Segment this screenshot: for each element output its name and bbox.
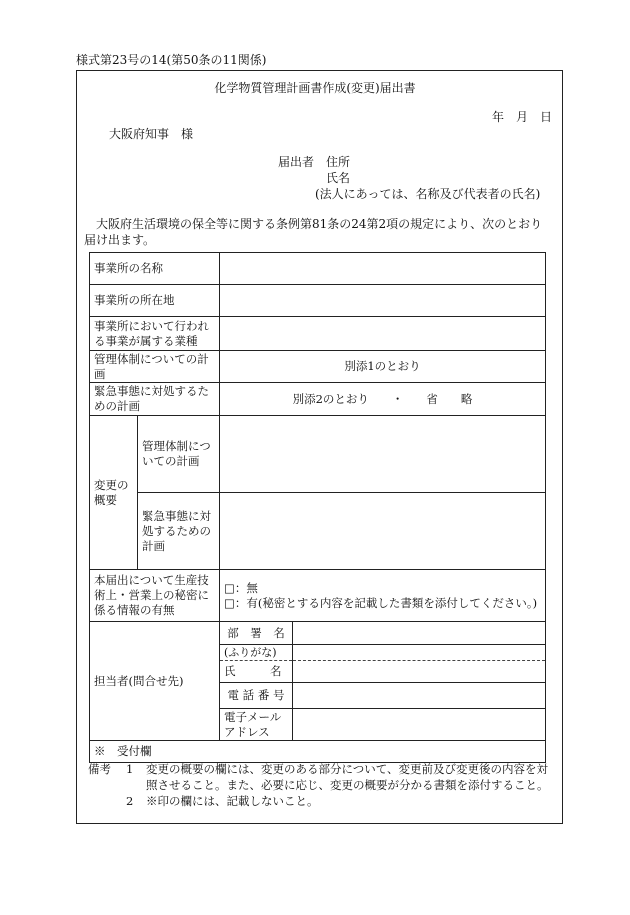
change-emergency-label: 緊急事態に対処するための計画 bbox=[138, 493, 220, 570]
note-text: 変更の概要の欄には、変更のある部分について、変更前及び変更後の内容を対照させること。また、必要に応じ、変更の概要が分かる書類を添付すること。 bbox=[146, 762, 549, 792]
office-name-label: 事業所の名称 bbox=[90, 253, 220, 285]
notification-table bbox=[89, 252, 546, 763]
department-field[interactable] bbox=[293, 622, 546, 645]
management-plan-label: 管理体制についての計画 bbox=[90, 351, 220, 383]
furigana-label: (ふりがな) bbox=[220, 645, 293, 661]
addressee: 大阪府知事 様 bbox=[109, 127, 194, 141]
intro-text: 大阪府生活環境の保全等に関する条例第81条の24第2項の規定により、次のとおり届け出ます。 bbox=[84, 217, 543, 247]
change-management-label: 管理体制についての計画 bbox=[138, 416, 220, 493]
form-code: 様式第23号の14(第50条の11関係) bbox=[76, 53, 267, 67]
department-label: 部 署 名 bbox=[220, 622, 293, 645]
office-location-label: 事業所の所在地 bbox=[90, 285, 220, 317]
form-title: 化学物質管理計画書作成(変更)届出書 bbox=[214, 81, 416, 95]
applicant-name-label: 氏名 bbox=[326, 171, 351, 185]
person-name-label: 氏 名 bbox=[220, 661, 293, 683]
email-label: 電子メール アドレス bbox=[220, 709, 293, 741]
note-item bbox=[88, 793, 558, 809]
change-emergency-field[interactable] bbox=[220, 493, 546, 570]
change-summary-label: 変更の概要 bbox=[90, 416, 138, 570]
secret-info-label: 本届出について生産技術上・営業上の秘密に係る情報の有無 bbox=[90, 570, 220, 622]
note-number: 1 bbox=[126, 762, 134, 776]
reception-label: ※ 受付欄 bbox=[90, 741, 546, 763]
secret-none-checkbox[interactable]: □：無 bbox=[224, 580, 258, 595]
person-name-field[interactable] bbox=[293, 661, 546, 683]
secret-yes-checkbox[interactable]: □：有(秘密とする内容を記載した書類を添付してください。) bbox=[224, 595, 538, 610]
note-text: ※印の欄には、記載しないこと。 bbox=[146, 794, 319, 808]
applicant-note: (法人にあっては、名称及び代表者の氏名) bbox=[315, 187, 541, 201]
business-type-label: 事業所において行われる事業が属する業種 bbox=[90, 317, 220, 351]
applicant-address-label: 住所 bbox=[326, 155, 351, 169]
furigana-field[interactable] bbox=[293, 645, 546, 661]
contact-label: 担当者(問合せ先) bbox=[90, 622, 220, 741]
applicant-label: 届出者 bbox=[278, 155, 315, 169]
phone-field[interactable] bbox=[293, 683, 546, 709]
change-management-field[interactable] bbox=[220, 416, 546, 493]
office-location-field[interactable] bbox=[220, 285, 546, 317]
notes-heading: 備考 bbox=[88, 762, 111, 776]
emergency-plan-value: 別添2のとおり ・ 省 略 bbox=[220, 383, 546, 416]
note-item bbox=[88, 761, 558, 793]
emergency-plan-label: 緊急事態に対処するための計画 bbox=[90, 383, 220, 416]
phone-label: 電 話 番 号 bbox=[220, 683, 293, 709]
secret-info-options bbox=[220, 570, 546, 622]
office-name-field[interactable] bbox=[220, 253, 546, 285]
email-field[interactable] bbox=[293, 709, 546, 741]
note-number: 2 bbox=[126, 794, 134, 808]
management-plan-value: 別添1のとおり bbox=[220, 351, 546, 383]
business-type-field[interactable] bbox=[220, 317, 546, 351]
notes bbox=[88, 761, 558, 809]
date-line: 年 月 日 bbox=[492, 110, 553, 124]
